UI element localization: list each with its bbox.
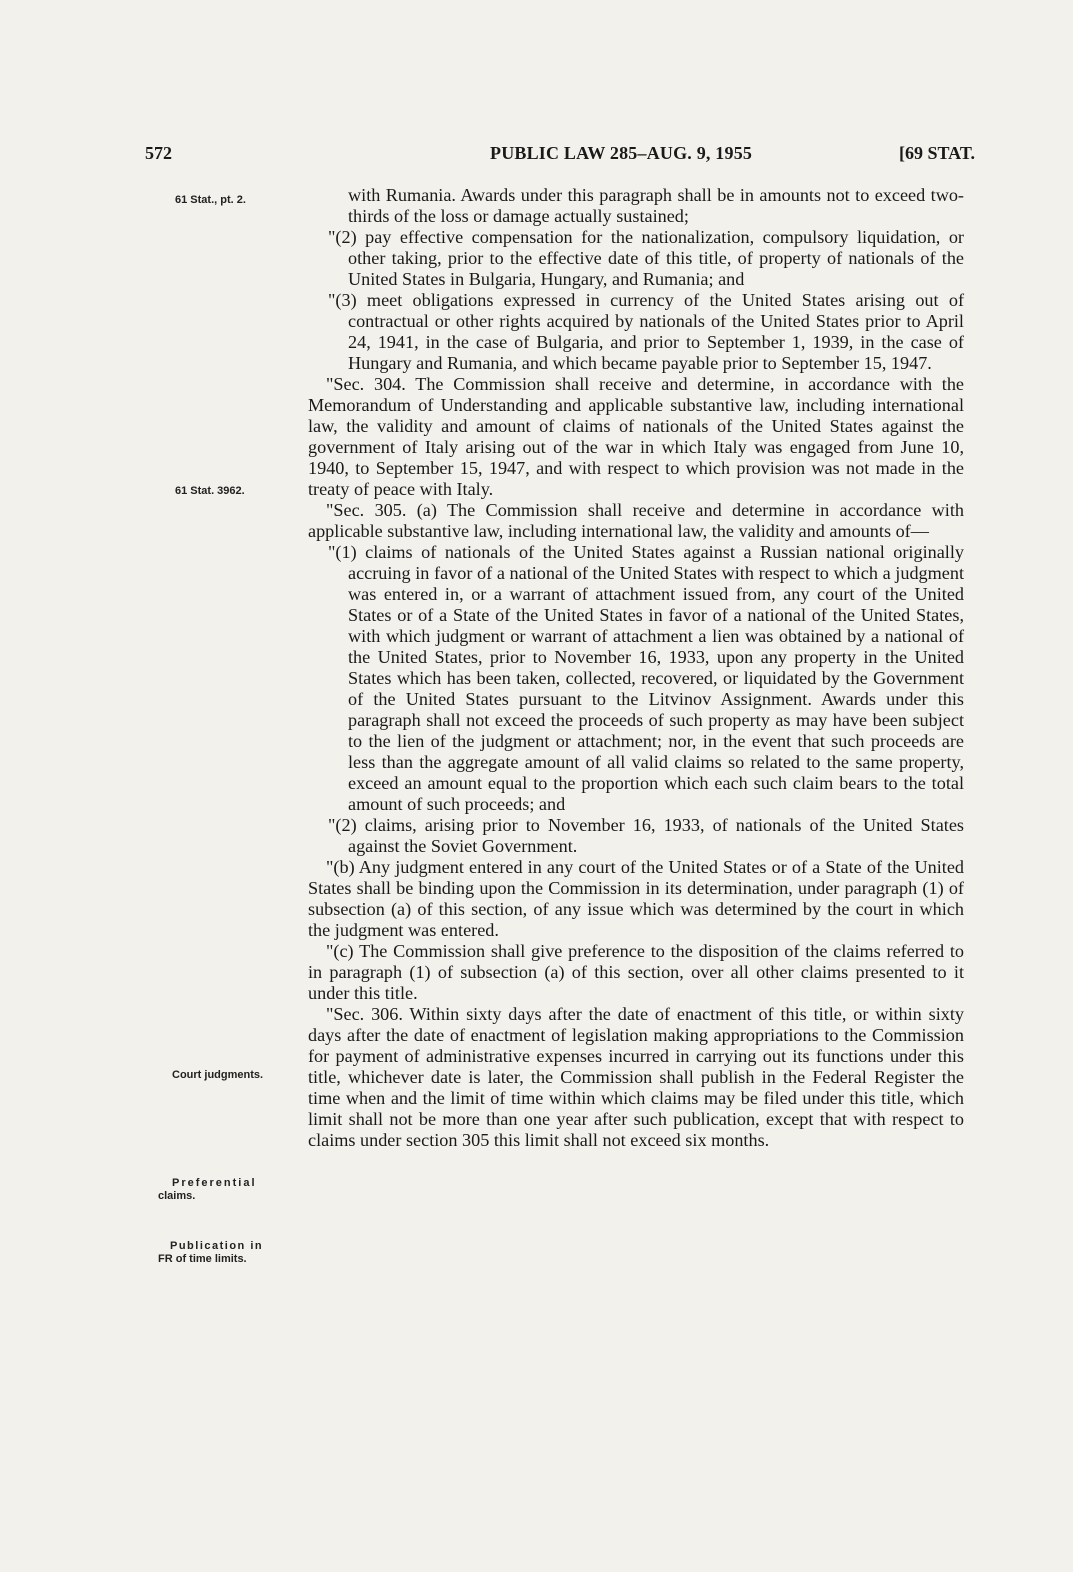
- paragraph: "(b) Any judgment entered in any court of the United States or of a State of the United States shall be binding upon the Commission in its determination, under paragraph (1) of subsection (a) of this section, of any issue which was determined by the court in which the judgment was entered.: [308, 857, 964, 940]
- paragraph-sec-305: "Sec. 305. (a) The Commission shall receive and determine in accordance with applicable substantive law, including international law, the validity and amounts of—: [308, 500, 964, 541]
- margin-note-stat-3962: 61 Stat. 3962.: [175, 485, 245, 497]
- paragraph: "(1) claims of nationals of the United States against a Russian national originally accruing in favor of a national of the United States with respect to which a judgment was entered in, or a warrant of attachment issued from, any court of the United States or of a State of the United States in favor of a national of the United States, with which judgment or warrant of attachment a lien was obtained by a national of the United States, prior to November 16, 1933, upon any property in the United States which has been taken, collected, recovered, or liquidated by the Government of the United States pursuant to the Litvinov Assignment. Awards under this paragraph shall not exceed the proceeds of such property as may have been subject to the lien of the judgment or attachment; nor, in the event that such proceeds are less than the aggregate amount of all valid claims so related to the same property, exceed an amount equal to the proportion which each such claim bears to the total amount of such proceeds; and: [328, 542, 964, 814]
- margin-note-claims: claims.: [158, 1190, 196, 1202]
- paragraph-sec-304: "Sec. 304. The Commission shall receive and determine, in accordance with the Memorandum of Understanding and applicable substantive law, including international law, the validity and amount of claims of nationals of the United States against the government of Italy arising out of the war in which Italy was engaged from June 10, 1940, to September 15, 1947, and with respect to which provision was not made in the treaty of peace with Italy.: [308, 374, 964, 499]
- page-title: PUBLIC LAW 285–AUG. 9, 1955: [490, 143, 753, 163]
- page-number: 572: [145, 143, 172, 163]
- paragraph: "(c) The Commission shall give preference to the disposition of the claims referred to in paragraph (1) of subsection (a) of this section, over all other claims presented to it under this title.: [308, 941, 964, 1003]
- paragraph: "(2) claims, arising prior to November 16, 1933, of nationals of the United States against the Soviet Government.: [328, 815, 964, 856]
- paragraph: "(2) pay effective compensation for the nationalization, compulsory liquidation, or other taking, prior to the effective date of this title, of property of nationals of the United States in Bulgaria, Hungary, and Rumania; and: [328, 227, 964, 289]
- margin-note-preferential: Preferential: [172, 1177, 257, 1189]
- statute-volume: [69 STAT.: [898, 143, 975, 163]
- body-text: [308, 185, 964, 1151]
- paragraph: with Rumania. Awards under this paragraph shall be in amounts not to exceed two-thirds of the loss or damage actually sustained;: [348, 185, 964, 226]
- margin-note-court-judgments: Court judgments.: [172, 1069, 264, 1081]
- paragraph: "(3) meet obligations expressed in currency of the United States arising out of contractual or other rights acquired by nationals of the United States prior to April 24, 1941, in the case of Bulgaria, and prior to September 1, 1939, in the case of Hungary and Rumania, and which became payable prior to September 15, 1947.: [328, 290, 964, 373]
- margin-note-publication: Publication in: [170, 1240, 264, 1252]
- paragraph-sec-306: "Sec. 306. Within sixty days after the date of enactment of this title, or within sixty days after the date of enactment of legislation making appropriations to the Commission for payment of administrative expenses incurred in carrying out its functions under this title, whichever date is later, the Commission shall publish in the Federal Register the time when and the limit of time within which claims may be filed under this title, which limit shall not be more than one year after such publication, except that with respect to claims under section 305 this limit shall not exceed six months.: [308, 1004, 964, 1150]
- page-header: [145, 143, 975, 167]
- margin-note-fr-time-limits: FR of time limits.: [158, 1253, 247, 1265]
- margin-note-stat-pt2: 61 Stat., pt. 2.: [175, 194, 246, 206]
